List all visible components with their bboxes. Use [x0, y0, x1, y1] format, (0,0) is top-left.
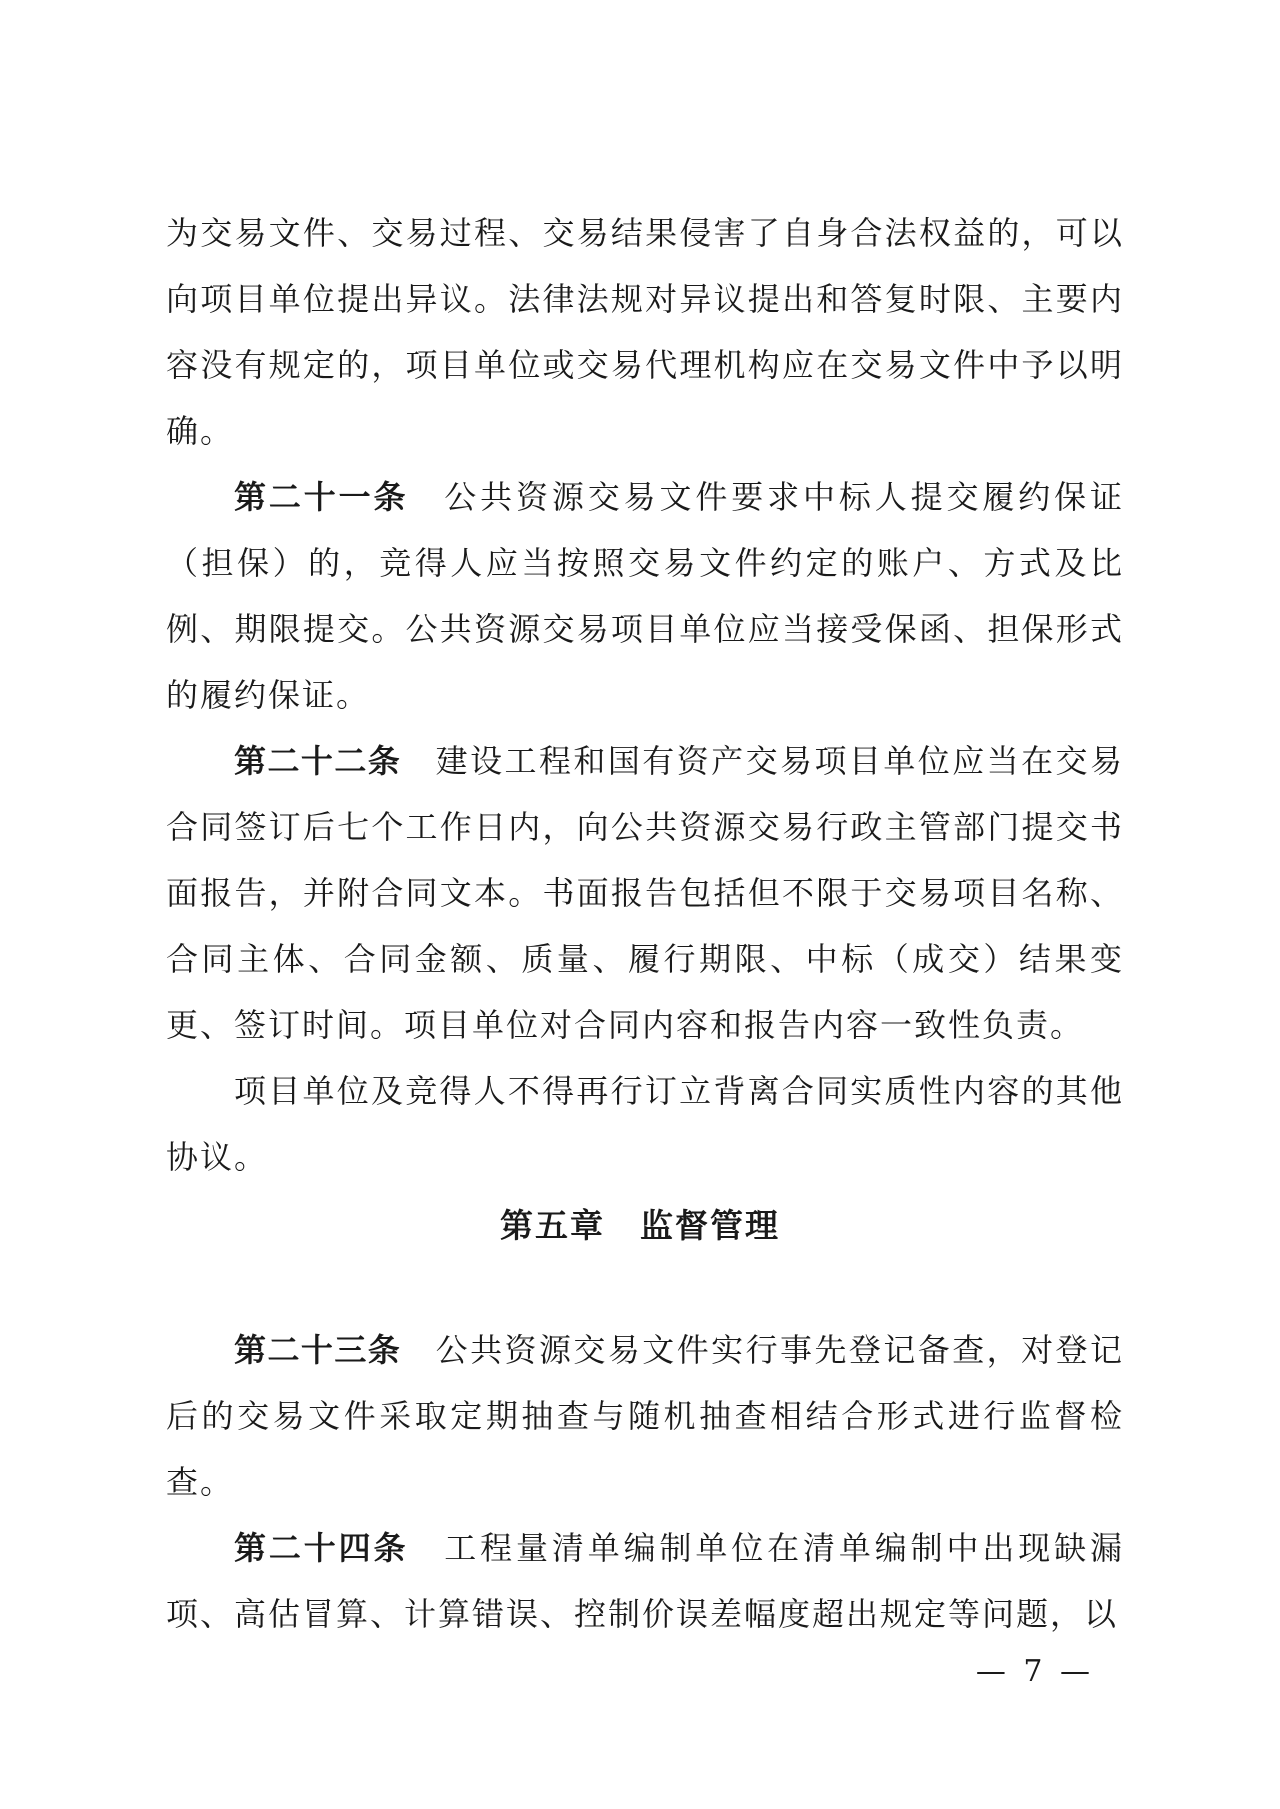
article-23 — [166, 1317, 1124, 1515]
article-24 — [166, 1515, 1124, 1647]
article-body: 建设工程和国有资产交易项目单位应当在交易合同签订后七个工作日内，向公共资源交易行政主管部门提交书面报告，并附合同文本。书面报告包括但不限于交易项目名称、合同主体、合同金额、质量、履行期限、中标（成交）结果变更、签订时间。项目单位对合同内容和报告内容一致性负责。 — [166, 742, 1124, 1044]
article-heading: 第二十三条 — [234, 1331, 402, 1369]
paragraph-text: 为交易文件、交易过程、交易结果侵害了自身合法权益的，可以向项目单位提出异议。法律法规对异议提出和答复时限、主要内容没有规定的，项目单位或交易代理机构应在交易文件中予以明确。 — [166, 214, 1124, 450]
paragraph-text: 项目单位及竞得人不得再行订立背离合同实质性内容的其他协议。 — [166, 1072, 1124, 1176]
article-heading: 第二十一条 — [234, 478, 409, 516]
article-body: 公共资源交易文件实行事先登记备查，对登记后的交易文件采取定期抽查与随机抽查相结合形式进行监督检查。 — [166, 1331, 1124, 1501]
chapter-title: 第五章 监督管理 — [500, 1206, 780, 1245]
continuation-paragraph — [166, 200, 1124, 464]
article-22-paragraph-2 — [166, 1058, 1124, 1190]
article-body: 工程量清单编制单位在清单编制中出现缺漏项、高估冒算、计算错误、控制价误差幅度超出规定等问题，以 — [166, 1529, 1124, 1633]
article-heading: 第二十四条 — [234, 1529, 409, 1567]
article-21 — [166, 464, 1124, 728]
article-body: 公共资源交易文件要求中标人提交履约保证（担保）的，竞得人应当按照交易文件约定的账户、方式及比例、期限提交。公共资源交易项目单位应当接受保函、担保形式的履约保证。 — [166, 478, 1124, 714]
page-number: — 7 — — [975, 1654, 1094, 1689]
article-22 — [166, 728, 1124, 1058]
article-heading: 第二十二条 — [234, 742, 402, 780]
